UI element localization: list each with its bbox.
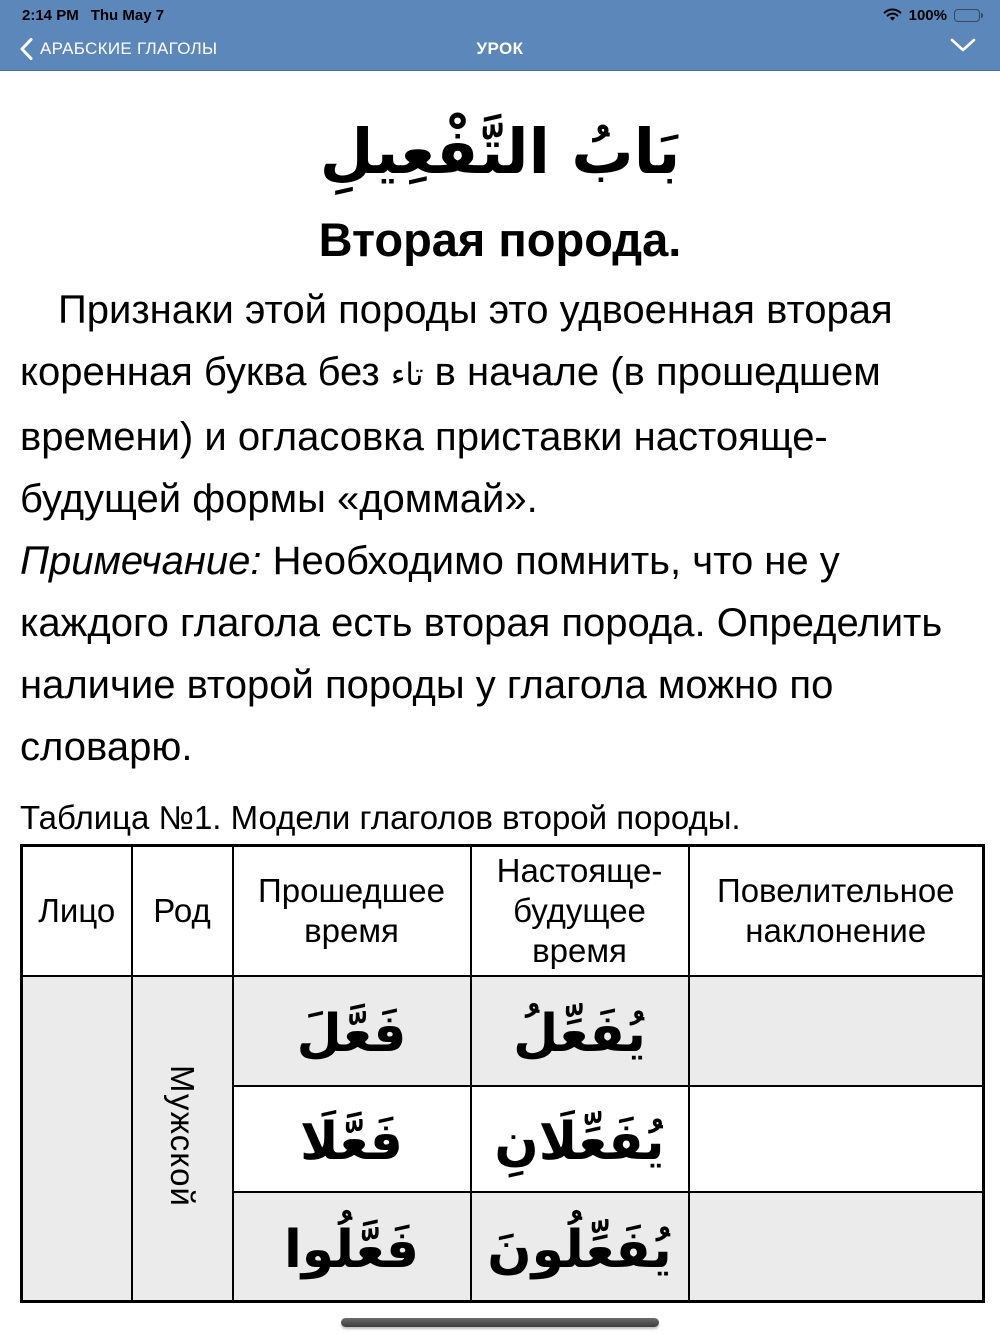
status-left [22, 7, 164, 24]
back-button[interactable] [20, 38, 217, 60]
note-text: Необходимо помнить, что не у каждого глагола есть вторая порода. Определить наличие второй породы у глагола можно по словарю. [20, 538, 943, 769]
past-tense-cell: فَعَّلُوا [233, 1192, 471, 1302]
collapse-button[interactable] [950, 38, 976, 57]
header-imperative: Повелительное наклонение [689, 845, 984, 976]
header-present-future: Настояще-будущее время [471, 845, 689, 976]
date: Thu May 7 [90, 6, 165, 24]
top-bar [0, 0, 1000, 71]
lesson-content [0, 93, 1000, 1280]
header-past-tense: Прошедшее время [233, 845, 471, 976]
table-header-row [22, 845, 984, 976]
gender-label: Мужской [164, 1065, 201, 1208]
present-future-cell: يُفَعِّلُونَ [471, 1192, 689, 1302]
inline-arabic-word: تاء [390, 356, 424, 393]
lesson-heading: Вторая порода. [318, 212, 682, 266]
paragraph-note [20, 530, 980, 778]
imperative-cell [689, 976, 984, 1086]
header-gender: Род [132, 845, 233, 976]
navigation-bar [0, 28, 1000, 70]
chevron-down-icon [950, 38, 976, 52]
table-row [22, 976, 984, 1086]
battery-percent: 100% [908, 6, 947, 24]
present-future-cell: يُفَعِّلَانِ [471, 1086, 689, 1192]
clock: 2:14 PM [22, 6, 79, 24]
verb-forms-table [20, 844, 985, 1304]
imperative-cell [689, 1086, 984, 1192]
battery-icon [954, 9, 980, 22]
page-title: УРОК [476, 39, 524, 58]
imperative-cell [689, 1192, 984, 1302]
paragraph-text-after: в начале (в прошедшем времени) и огласовка приставки настояще-будущей формы «доммай». [20, 349, 881, 521]
gender-cell [132, 976, 233, 1302]
arabic-chapter-title: بَابُ التَّفْعِيلِ [319, 115, 681, 188]
past-tense-cell: فَعَّلَ [233, 976, 471, 1086]
home-indicator[interactable] [341, 1318, 659, 1327]
status-bar [0, 0, 1000, 28]
verb-table-container [20, 844, 980, 1280]
past-tense-cell: فَعَّلَا [233, 1086, 471, 1192]
wifi-icon [883, 8, 902, 22]
back-button-label: АРАБСКИЕ ГЛАГОЛЫ [40, 39, 218, 58]
back-chevron-icon [20, 38, 33, 60]
person-cell [22, 976, 132, 1302]
table-caption: Таблица №1. Модели глаголов второй породы. [20, 798, 741, 836]
status-right [883, 7, 980, 24]
paragraph-description [20, 279, 980, 530]
present-future-cell: يُفَعِّلُ [471, 976, 689, 1086]
paragraph-text-before: Признаки этой породы это удвоенная вторая коренная буква без [20, 287, 893, 394]
header-person: Лицо [22, 845, 132, 976]
note-label: Примечание: [20, 538, 262, 583]
